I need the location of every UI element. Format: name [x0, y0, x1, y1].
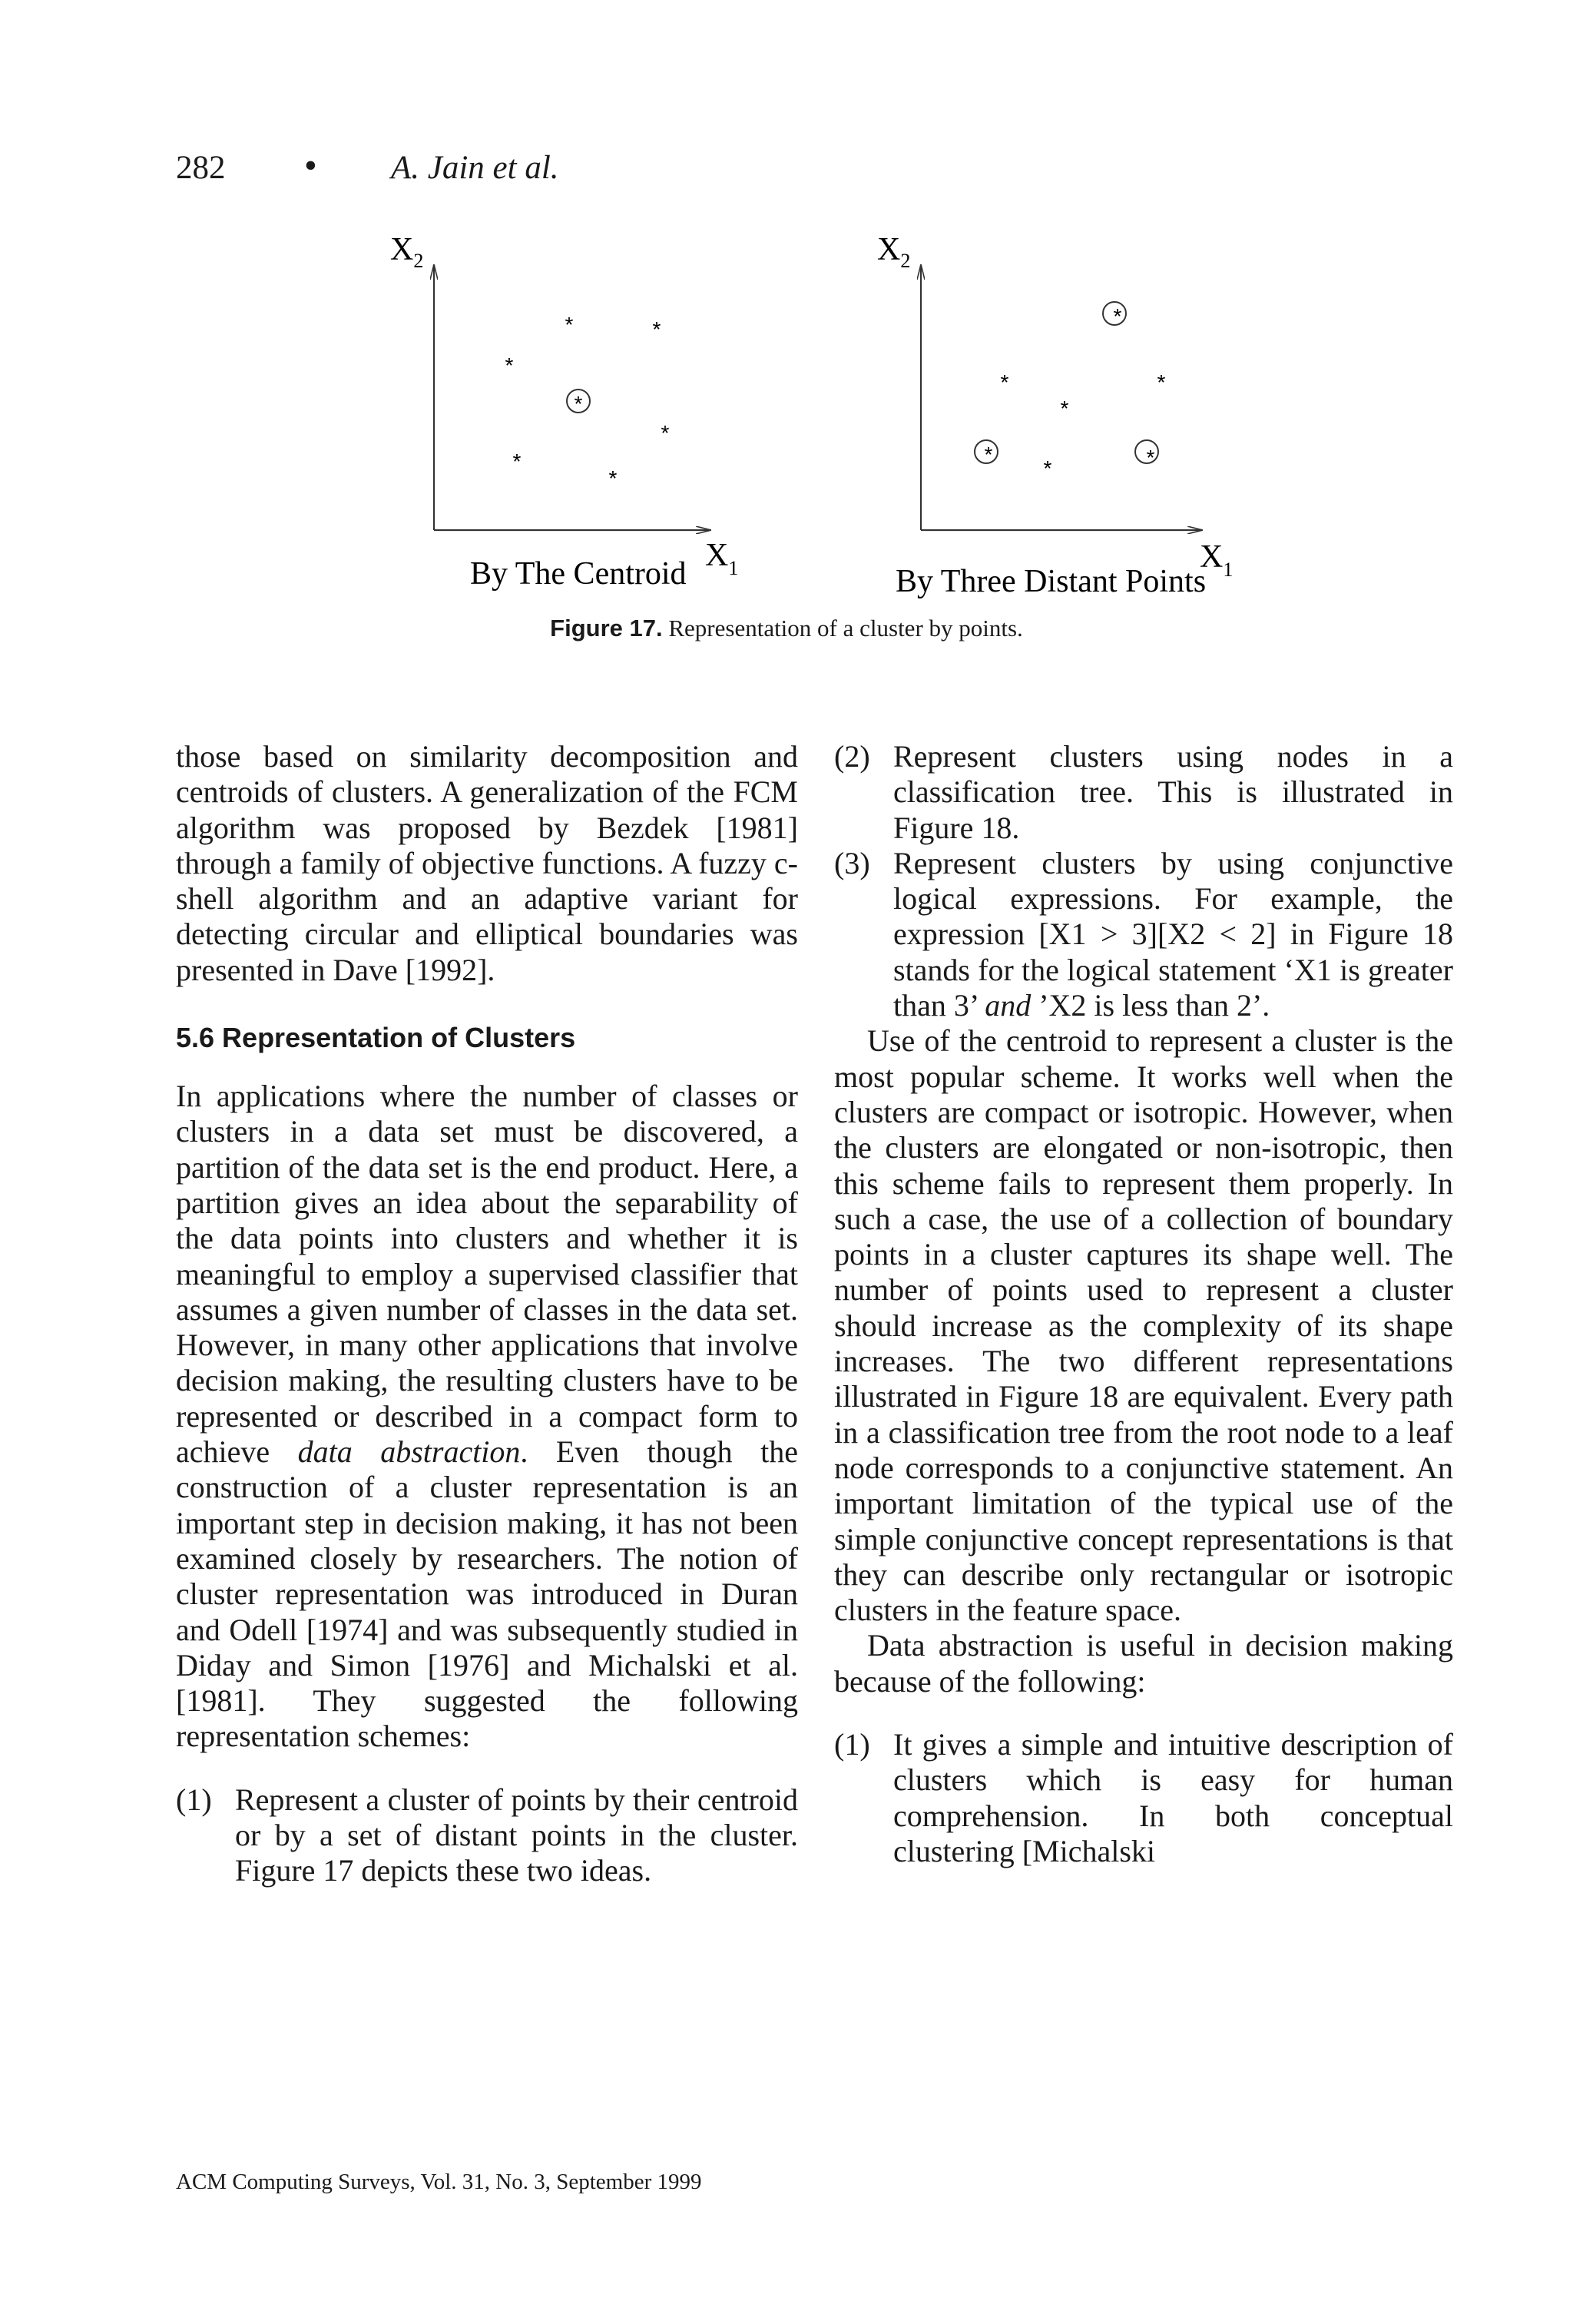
page-footer: ACM Computing Surveys, Vol. 31, No. 3, September 1999 [176, 2170, 702, 2194]
figure-caption-text: Representation of a cluster by points. [668, 615, 1023, 642]
y-axis-label: $X_2$ [390, 232, 424, 272]
abstraction-list [834, 1727, 1453, 1869]
data-point: * [505, 353, 514, 377]
data-point: * [608, 466, 618, 490]
data-point: * [1146, 446, 1155, 469]
panel-title: By The Centroid [470, 556, 687, 592]
paragraph: Use of the centroid to represent a cluster is the most popular scheme. It works well when the clusters are compact or isotropic. However, when the clusters are elongated or non-isotropic, then this scheme fails to represent them properly. In such a case, the use of a collection of boundary points in a cluster captures its shape well. The number of points used to represent a cluster should increase as the complexity of its shape increases. The two different representations illustrated in Figure 18 are equivalent. Every path in a classification tree from the root node to a leaf node corresponds to a conjunctive statement. An important limitation of the typical use of the simple conjunctive concept representations is that they can describe only rectangular or isotropic clusters in the feature space. [834, 1023, 1453, 1628]
list-number: (3) [834, 845, 870, 880]
figure-17 [0, 0, 1573, 661]
list-item [834, 739, 1453, 846]
data-point: * [574, 392, 583, 416]
left-column [176, 739, 798, 1889]
data-point: * [1043, 456, 1052, 480]
data-point: * [565, 313, 574, 336]
scheme-list-continued [834, 739, 1453, 1023]
paragraph: Data abstraction is useful in decision making because of the following: [834, 1628, 1453, 1699]
data-point: * [661, 421, 670, 445]
paragraph: those based on similarity decomposition and centroids of clusters. A generalization of the FCM algorithm was proposed by Bezdek [1981] through a family of objective functions. A fuzzy c-shell algorithm and an adaptive variant for detecting circular and elliptical boundaries was presented in Dave [1992]. [176, 739, 798, 987]
panel-distant-points [877, 232, 1233, 599]
x-axis-label: $X_1$ [1200, 539, 1234, 581]
x-axis-label: $X_1$ [705, 538, 739, 579]
paragraph: In applications where the number of classes or clusters in a data set must be discovered, a partition of the data set is the end product. Here, a partition gives an idea about the separability of the data points into clusters and whether it is meaningful to employ a supervised classifier that assumes a given number of classes in the data set. However, in many other applications that involve decision making, the resulting clusters have to be represented or described in a compact form to achieve data abstraction. Even though the construction of a cluster representation is an important step in decision making, it has not been examined closely by researchers. The notion of cluster representation was introduced in Duran and Odell [1974] and was subsequently studied in Diday and Simon [1976] and Michalski et al. [1981]. They suggested the following representation schemes: [176, 1079, 798, 1754]
list-item [176, 1782, 798, 1889]
scheme-list [176, 1782, 798, 1889]
figure-caption [0, 615, 1573, 642]
list-item [834, 1727, 1453, 1869]
y-axis-label: $X_2$ [877, 232, 911, 272]
data-point: * [652, 317, 661, 341]
header-authors: A. Jain et al. [391, 150, 559, 186]
section-heading: 5.6 Representation of Clusters [176, 1022, 576, 1054]
data-point: * [512, 449, 522, 473]
panel-centroid [390, 232, 738, 592]
right-column [834, 739, 1453, 1869]
list-number: (1) [176, 1782, 212, 1817]
list-item-text: Represent a cluster of points by their centroid or by a set of distant points in the cluster. Figure 17 depicts these two ideas. [235, 1782, 798, 1888]
header-bullet: • [304, 145, 317, 186]
page-number: 282 [176, 150, 226, 186]
list-item-text: Represent clusters by using conjunctive logical expressions. For example, the expression [X1 > 3][X2 < 2] in Figure 18 stands for the logical statement ‘X1 is greater than 3’ and ’X2 is less than 2’. [893, 845, 1453, 1023]
list-item-text: It gives a simple and intuitive description of clusters which is easy for human comprehension. In both conceptual clustering [Michalski [893, 1727, 1453, 1868]
list-item [834, 846, 1453, 1023]
figure-label: Figure 17. [550, 615, 663, 642]
list-item-text: Represent clusters using nodes in a classification tree. This is illustrated in Figure 18. [893, 739, 1453, 845]
data-point: * [1113, 304, 1122, 328]
emphasis: and [985, 988, 1032, 1023]
data-point: * [1157, 370, 1166, 394]
emphasis: data abstraction [297, 1434, 521, 1470]
data-point: * [1000, 370, 1009, 394]
list-number: (2) [834, 739, 870, 774]
list-number: (1) [834, 1727, 870, 1762]
data-point: * [984, 443, 993, 466]
data-point: * [1060, 396, 1069, 420]
panel-title: By Three Distant Points [896, 564, 1207, 599]
